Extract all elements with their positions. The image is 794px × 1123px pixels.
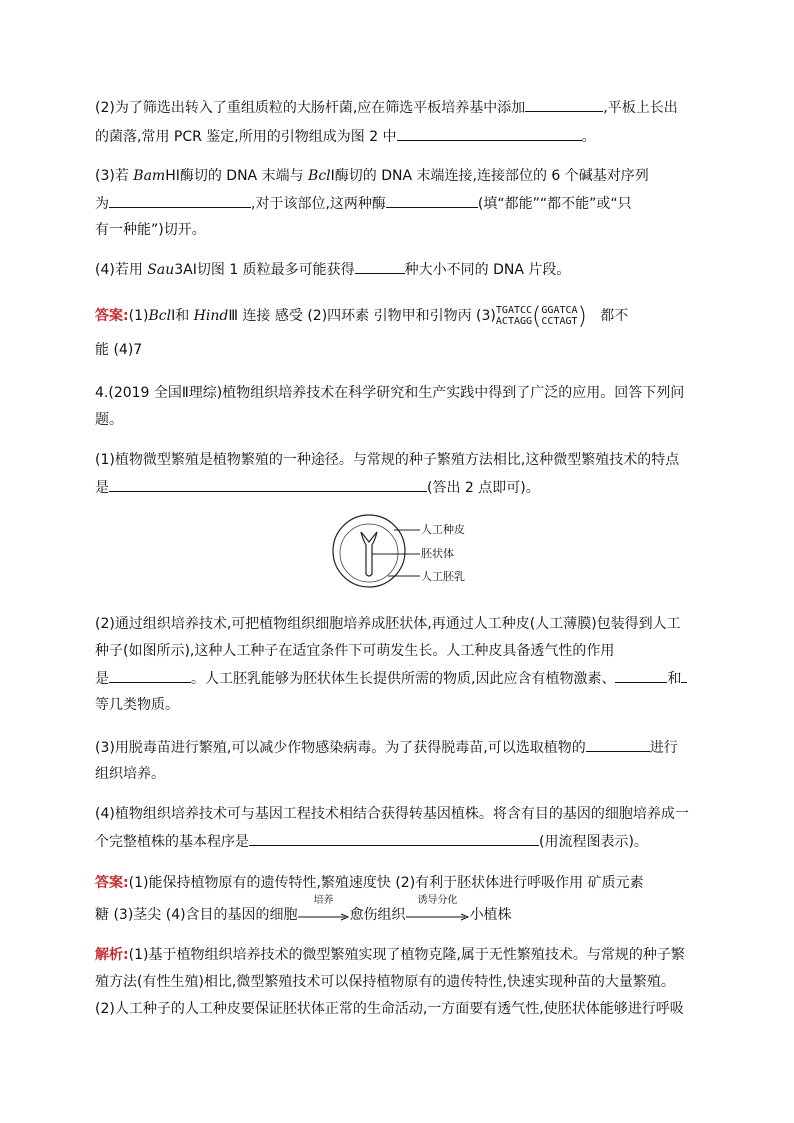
text: 种大小不同的 DNA 片段。 — [404, 262, 571, 278]
answer4-line2 — [95, 895, 512, 925]
answer-label: 答案: — [95, 875, 129, 891]
text: Ⅰ和 — [171, 308, 194, 324]
q4-intro-line2 — [95, 410, 123, 430]
analysis-label: 解析: — [95, 947, 129, 963]
q4-intro-line1 — [95, 383, 684, 403]
answer3-line1 — [95, 304, 628, 328]
text: Ⅲ 连接 感受 (2)四环素 引物甲和引物丙 (3) — [228, 308, 496, 324]
sequence-top: TGATCC — [495, 305, 533, 316]
artificial-seed-figure — [328, 512, 488, 592]
answer-blank[interactable] — [386, 193, 478, 208]
q3-3-line3 — [95, 220, 206, 240]
enzyme-name: Bam — [133, 168, 166, 184]
text: (2)通过组织培养技术,可把植物组织细胞培养成胚状体,再通过人工种皮(人工薄膜)包装得到人工 — [95, 616, 681, 632]
q3-3-line2 — [95, 193, 632, 214]
answer-blank[interactable] — [109, 668, 191, 683]
answer-blank[interactable] — [397, 126, 582, 141]
q4-2-line1 — [95, 614, 681, 634]
enzyme-name: Sau — [147, 262, 175, 278]
q4-2-line2 — [95, 641, 614, 661]
text: (1)基于植物组织培养技术的微型繁殖实现了植物克隆,属于无性繁殖技术。与常规的种子繁 — [128, 947, 685, 963]
text: 的菌落,常用 PCR 鉴定,所用的引物组成为图 2 中 — [95, 129, 397, 145]
q3-4-line — [95, 259, 570, 280]
analysis4-line2 — [95, 972, 675, 992]
arrow-label: 培养 — [313, 895, 334, 906]
text: ,对于该部位,这两种酶 — [251, 196, 386, 212]
sequence-bottom: ACTAGG — [495, 316, 533, 327]
text: 殖方法(有性生殖)相比,微型繁殖技术可以保持植物原有的遗传特性,快速实现种苗的大量繁殖。 — [95, 974, 675, 990]
answer-blank[interactable] — [586, 737, 650, 752]
text: 都不 — [600, 308, 629, 324]
text: 有一种能”)切开。 — [95, 222, 206, 238]
answer-blank[interactable] — [525, 97, 603, 112]
text: (4)若用 — [95, 262, 148, 278]
text: 糖 (3)茎尖 (4)含目的基因的细胞 — [95, 907, 298, 923]
arrow-right-icon — [406, 913, 470, 921]
q4-1-line2 — [95, 477, 540, 498]
text: HⅠ酶切的 DNA 末端与 — [165, 168, 309, 184]
enzyme-name: Bcl — [308, 168, 331, 184]
q3-2-line2 — [95, 126, 596, 147]
analysis4-line1 — [95, 945, 685, 965]
enzyme-name: Bcl — [148, 308, 172, 324]
text: 组织培养。 — [95, 766, 165, 782]
sequence-top: GGATCA — [541, 305, 578, 316]
answer-blank[interactable] — [109, 477, 427, 492]
text: (1)植物微型繁殖是植物繁殖的一种途径。与常规的种子繁殖方法相比,这种微型繁殖技术的特点 — [95, 452, 680, 468]
text: (1) — [128, 308, 149, 324]
text: 。 — [581, 129, 596, 145]
q4-4-line1 — [95, 804, 689, 824]
paren-close: ) — [577, 302, 587, 330]
text: 进行 — [649, 740, 678, 756]
q4-1-line1 — [95, 450, 679, 470]
text: (3)用脱毒苗进行繁殖,可以减少作物感染病毒。为了获得脱毒苗,可以选取植物的 — [95, 740, 586, 756]
answer-blank[interactable] — [615, 668, 667, 683]
answer-blank[interactable] — [109, 193, 251, 208]
text: (1)能保持植物原有的遗传特性,繁殖速度快 (2)有利于胚状体进行呼吸作用 矿质元素 — [128, 875, 644, 891]
analysis4-line3 — [95, 999, 684, 1019]
q4-3-line1 — [95, 737, 678, 758]
text: (2)为了筛选出转入了重组质粒的大肠杆菌,应在筛选平板培养基中添加 — [95, 100, 526, 116]
answer-blank[interactable] — [681, 668, 687, 683]
flow-arrow — [298, 895, 350, 925]
text: 题。 — [95, 412, 123, 428]
text: 是 — [95, 480, 109, 496]
text: 愈伤组织 — [349, 907, 406, 923]
text: (填“都能”“都不能”或“只 — [477, 196, 632, 212]
text: 种子(如图所示),这种人工种子在适宜条件下可萌发生长。人工种皮具备透气性的作用 — [95, 643, 615, 659]
label-artificial-coat: 人工种皮 — [421, 523, 465, 536]
text: 3AⅠ切图 1 质粒最多可能获得 — [174, 262, 355, 278]
text: Ⅰ酶切的 DNA 末端连接,连接部位的 6 个碱基对序列 — [330, 168, 649, 184]
text: (3)若 — [95, 168, 134, 184]
q3-2-line1 — [95, 97, 678, 118]
text: ,平板上长出 — [603, 100, 678, 116]
text: 等几类物质。 — [95, 697, 179, 713]
enzyme-name: Hind — [193, 308, 229, 324]
flow-arrow — [406, 895, 470, 925]
answer-blank[interactable] — [355, 259, 405, 274]
text: (4)植物组织培养技术可与基因工程技术相结合获得转基因植株。将含有目的基因的细胞培养成一 — [95, 806, 689, 822]
answer-blank[interactable] — [249, 831, 539, 846]
q4-3-line2 — [95, 764, 165, 784]
arrow-label: 诱导分化 — [417, 895, 458, 906]
answer-label: 答案: — [95, 308, 129, 324]
q4-4-line2 — [95, 831, 648, 852]
text: 为 — [95, 196, 109, 212]
text: 4.(2019 全国Ⅱ理综)植物组织培养技术在科学研究和生产实践中得到了广泛的应用。回答下列问 — [95, 385, 685, 401]
sequence-left — [496, 305, 532, 327]
paren-open: ( — [532, 302, 542, 330]
sequence-bottom: CCTAGT — [541, 316, 578, 327]
text: 个完整植株的基本程序是 — [95, 834, 249, 850]
text: 能 (4)7 — [95, 342, 143, 358]
sequence-right — [541, 305, 577, 327]
q3-3-line1 — [95, 166, 649, 186]
text: (2)人工种子的人工种皮要保证胚状体正常的生命活动,一方面要有透气性,使胚状体能够进行呼吸 — [95, 1001, 684, 1017]
text: (用流程图表示)。 — [539, 834, 648, 850]
text: 是 — [95, 671, 109, 687]
answer4-line1 — [95, 873, 644, 893]
q4-2-line4 — [95, 695, 179, 715]
text: (答出 2 点即可)。 — [427, 480, 540, 496]
text: 和 — [667, 671, 682, 687]
label-embryoid: 胚状体 — [421, 547, 454, 560]
text: 小植株 — [469, 907, 512, 923]
answer3-line2 — [95, 340, 142, 360]
arrow-right-icon — [298, 913, 350, 921]
q4-2-line3 — [95, 668, 687, 689]
text: 。人工胚乳能够为胚状体生长提供所需的物质,因此应含有植物激素、 — [191, 671, 616, 687]
label-artificial-endosperm: 人工胚乳 — [421, 570, 465, 583]
